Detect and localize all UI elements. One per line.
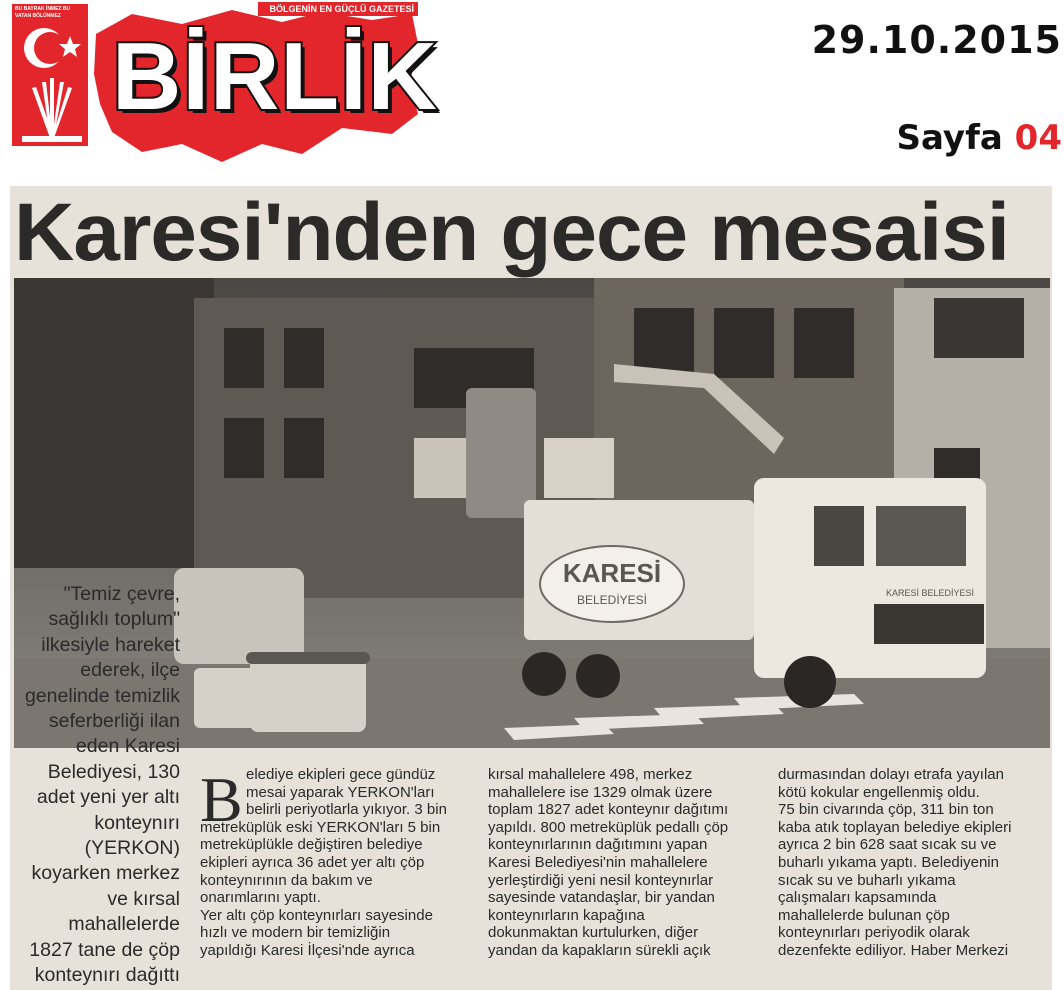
masthead-tagline: BÖLGENİN EN GÜÇLÜ GAZETESİ [258,2,418,16]
caption-line: mahallelerde [68,913,180,936]
caption-line: ederek, ilçe [80,659,180,682]
cab-brand-text: KARESİ BELEDİYESİ [885,588,975,598]
article-column-3 [778,766,1040,960]
text-line: onarımlarını yaptı. [200,889,321,907]
crescent-star-icon [12,18,88,146]
caption-line: konteynırı [94,811,180,834]
text-line: mahallelerde bulunan çöp [778,906,950,924]
text-line: yerleştirdiği yeni nesil konteynırlar [488,871,714,889]
text-line: elediye ekipleri gece gündüz [246,766,436,783]
page-label: Sayfa [896,118,1003,158]
page-indicator [897,118,1062,158]
text-line: hızlı ve modern bir temizliğin [200,924,391,942]
caption-line: ilkesiyle hareket [41,633,180,656]
text-line: yapıldı. 800 metreküplük pedallı çöp [488,818,729,836]
text-line: dezenfekte ediliyor. Haber Merkezi [778,941,1009,959]
text-line: 75 bin civarında çöp, 311 bin ton [778,801,994,819]
caption-line: 1827 tane de çöp [29,938,180,961]
text-line: sayesinde vatandaşlar, bir yandan [488,889,715,907]
caption-line: ve kırsal [107,887,180,910]
text-line: ekipleri ayrıca 36 adet yer altı çöp [200,853,425,871]
photo-caption [14,582,180,987]
caption-line: (YERKON) [84,837,180,860]
text-line: toplam 1827 adet konteynır dağıtımı [488,801,729,819]
caption-line: adet yeni yer altı [36,786,180,809]
text-line: Yer altı çöp konteynırları sayesinde [200,906,433,924]
caption-line: Belediyesi, 130 [47,760,180,783]
text-line: konteynırları periyodik olarak [778,924,970,942]
caption-line: sağlıklı toplum" [48,608,180,631]
caption-line: genelinde temizlik [24,684,180,707]
text-line: buharlı yıkama yaptı. Belediyenin [778,853,999,871]
article-column-2 [488,766,750,960]
masthead-title: BİRLİK [112,23,438,130]
text-line: mesai yaparak YERKON'ları [246,783,435,801]
text-line: mahallelere ise 1329 olmak üzere [488,783,713,801]
text-line: sıcak su ve buharlı yıkama [778,871,956,889]
text-line: konteynırının da bakım ve [200,871,373,889]
text-line: konteynırların kapağına [488,906,645,924]
flag-logo [12,4,88,146]
truck-sub-text: BELEDİYESİ [576,593,648,607]
text-line: yapıldığı Karesi İlçesi'nde ayrıca [200,941,415,959]
text-line: yandan da kapakların sürekli açık [488,941,711,959]
text-line: metreküplükle değiştiren belediye [200,836,423,854]
text-line: Karesi Belediyesi'nin mahallelere [488,853,708,871]
text-line: durmasından dolayı etrafa yayılan [778,766,1004,783]
text-line: kötü kokular engellenmiş oldu. [778,783,980,801]
text-line: çalışmaları kapsamında [778,889,937,907]
caption-line: eden Karesi [75,735,180,758]
text-line: metreküplük eski YERKON'ları 5 bin [200,818,441,836]
text-line: belirli periyotlarla yıkıyor. 3 bin [246,801,447,819]
drop-cap: B [200,764,243,835]
truck-brand-text: KARESİ [562,558,662,588]
caption-line: koyarken merkez [31,862,180,885]
text-line: kaba atık toplayan belediye ekipleri [778,818,1012,836]
text-line: kırsal mahallelere 498, merkez [488,766,693,783]
issue-date: 29.10.2015 [811,18,1062,62]
caption-line: "Temiz çevre, [63,583,180,605]
text-line: dokunmaktan kurtulurken, diğer [488,924,699,942]
text-line: konteynırlarının dağıtımını yapan [488,836,708,854]
flag-motto: BU BAYRAK İNMEZ BU VATAN BÖLÜNMEZ [12,4,88,22]
text-line: ayrıca 2 bin 628 saat sıcak su ve [778,836,997,854]
caption-line: seferberliği ilan [48,710,180,733]
article-headline: Karesi'nden gece mesaisi [14,187,1009,278]
caption-line: konteynırı dağıttı [34,964,180,987]
article-column-1 [200,766,462,960]
page-number: 04 [1014,118,1062,158]
